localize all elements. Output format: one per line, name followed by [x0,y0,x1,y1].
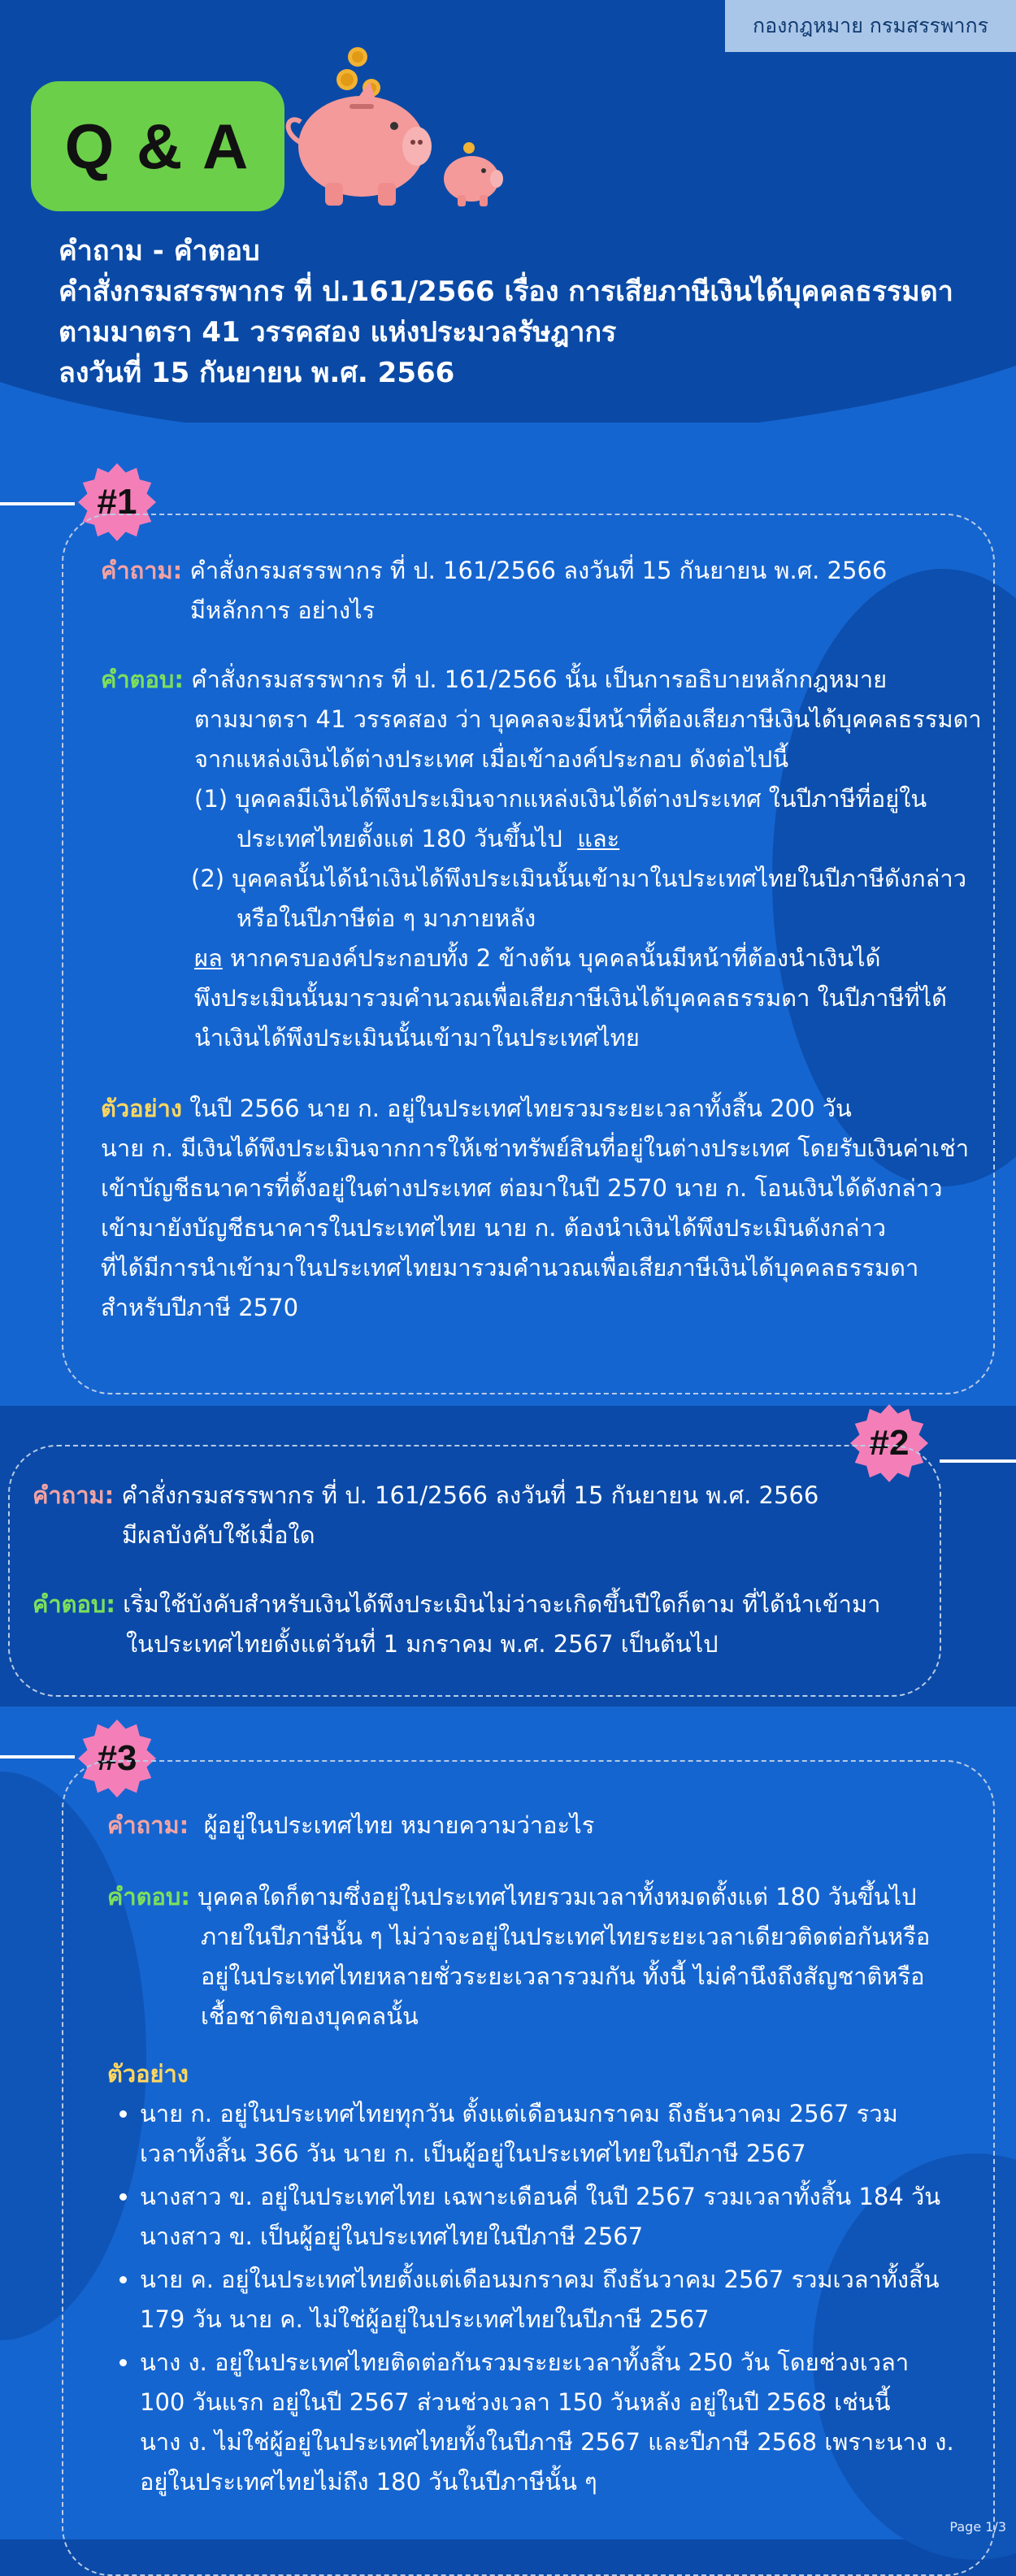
answer-text: เชื้อชาติของบุคคลนั้น [201,2002,419,2030]
example-label: ตัวอย่าง [101,1095,182,1122]
answer-text: บุคคลใดก็ตามซึ่งอยู่ในประเทศไทยรวมเวลาทั้งหมดตั้งแต่ 180 วันขึ้นไป [198,1883,917,1910]
answer-text: ตามมาตรา 41 วรรคสอง ว่า บุคคลจะมีหน้าที่ต้องเสียภาษีเงินได้บุคคลธรรมดา [194,705,982,733]
section-number-badge: #2 [850,1404,928,1482]
example-text: สำหรับปีภาษี 2570 [101,1294,299,1321]
title-line: ลงวันที่ 15 กันยายน พ.ศ. 2566 [59,357,455,389]
question-label: คำถาม: [107,1811,189,1839]
example-text: เข้าบัญชีธนาคารที่ตั้งอยู่ในต่างประเทศ ต่อมาในปี 2570 นาย ก. โอนเงินได้ดังกล่าว [101,1174,943,1202]
question-label: คำถาม: [33,1481,115,1509]
question-text: คำสั่งกรมสรรพากร ที่ ป. 161/2566 ลงวันที่ 15 กันยายน พ.ศ. 2566 [121,1481,819,1509]
question-3 [107,1806,594,1845]
list-item: • นางสาว ข. อยู่ในประเทศไทย เฉพาะเดือนคี่ ในปี 2567 รวมเวลาทั้งสิ้น 184 วัน นางสาว ข. เป็นผู้อยู่ในประเทศไทยในปีภาษี 2567 [140,2177,993,2257]
answer-3 [107,1877,930,2036]
piggy-bank-icon [280,41,508,211]
section-rule [0,502,75,505]
and-underline: และ [577,825,620,852]
example-label: ตัวอย่าง [107,2060,189,2088]
answer-text: ภายในปีภาษีนั้น ๆ ไม่ว่าจะอยู่ในประเทศไทยระยะเวลาเดียวติดต่อกันหรือ [201,1923,931,1950]
answer-2 [33,1585,880,1664]
list-item: • นาย ค. อยู่ในประเทศไทยตั้งแต่เดือนมกราคม ถึงธันวาคม 2567 รวมเวลาทั้งสิ้น 179 วัน นาย ค. ไม่ใช่ผู้อยู่ในประเทศไทยในปีภาษี 2567 [140,2260,993,2340]
example-text: เข้ามายังบัญชีธนาคารในประเทศไทย นาย ก. ต้องนำเงินได้พึงประเมินดังกล่าว [101,1214,887,1242]
example-3 [107,2054,993,2505]
answer-label: คำตอบ: [33,1590,115,1618]
condition-2: (2) บุคคลนั้นได้นำเงินได้พึงประเมินนั้นเข้ามาในประเทศไทยในปีภาษีดังกล่าว [191,865,966,892]
title-line: คำสั่งกรมสรรพากร ที่ ป.161/2566 เรื่อง การเสียภาษีเงินได้บุคคลธรรมดา [59,275,953,308]
section-rule [940,1459,1016,1463]
question-text: คำสั่งกรมสรรพากร ที่ ป. 161/2566 ลงวันที่ 15 กันยายน พ.ศ. 2566 [189,557,888,584]
question-text: มีหลักการ อย่างไร [190,596,376,624]
answer-text: อยู่ในประเทศไทยหลายชั่วระยะเวลารวมกัน ทั้งนี้ ไม่คำนึงถึงสัญชาติหรือ [201,1962,925,1990]
answer-1 [101,660,982,1058]
section-number-badge: #1 [78,463,156,541]
answer-label: คำตอบ: [101,666,184,693]
question-label: คำถาม: [101,557,183,584]
condition-1: (1) บุคคลมีเงินได้พึงประเมินจากแหล่งเงินได้ต่างประเทศ ในปีภาษีที่อยู่ใน [194,785,927,813]
answer-text: ในประเทศไทยตั้งแต่วันที่ 1 มกราคม พ.ศ. 2567 เป็นต้นไป [126,1630,719,1658]
page-number: Page 1/3 [949,2519,1006,2535]
result-text: นำเงินได้พึงประเมินนั้นเข้ามาในประเทศไทย [194,1024,640,1052]
question-text: มีผลบังคับใช้เมื่อใด [122,1521,315,1549]
section-rule [0,1755,75,1759]
qa-badge: Q & A [31,81,284,211]
answer-text: จากแหล่งเงินได้ต่างประเทศ เมื่อเข้าองค์ประกอบ ดังต่อไปนี้ [194,745,789,773]
question-text: ผู้อยู่ในประเทศไทย หมายความว่าอะไร [203,1811,595,1839]
answer-text: คำสั่งกรมสรรพากร ที่ ป. 161/2566 นั้น เป็นการอธิบายหลักกฎหมาย [191,666,888,693]
section-number-badge: #3 [78,1720,156,1798]
department-tab: กองกฎหมาย กรมสรรพากร [725,0,1016,52]
result-text: พึงประเมินนั้นมารวมคำนวณเพื่อเสียภาษีเงินได้บุคคลธรรมดา ในปีภาษีที่ได้ [194,984,948,1012]
title-line: ตามมาตรา 41 วรรคสอง แห่งประมวลรัษฎากร [59,316,617,349]
result-label: ผล [194,944,223,972]
example-text: ที่ได้มีการนำเข้ามาในประเทศไทยมารวมคำนวณเพื่อเสียภาษีเงินได้บุคคลธรรมดา [101,1254,919,1281]
question-1 [101,551,887,631]
answer-label: คำตอบ: [107,1883,190,1910]
result-text: ผล หากครบองค์ประกอบทั้ง 2 ข้างต้น บุคคลนั้นมีหน้าที่ต้องนำเงินได้ [194,944,881,972]
page-title [59,231,993,393]
list-item: • นาย ก. อยู่ในประเทศไทยทุกวัน ตั้งแต่เดือนมกราคม ถึงธันวาคม 2567 รวม เวลาทั้งสิ้น 366 วัน นาย ก. เป็นผู้อยู่ในประเทศไทยในปีภาษี 2567 [140,2094,993,2174]
condition-2: หรือในปีภาษีต่อ ๆ มาภายหลัง [237,904,536,932]
example-list [107,2094,993,2502]
list-item: • นาง ง. อยู่ในประเทศไทยติดต่อกันรวมระยะเวลาทั้งสิ้น 250 วัน โดยช่วงเวลา 100 วันแรก อยู่ในปี 2567 ส่วนช่วงเวลา 150 วันหลัง อยู่ในปี 2568 เช่นนี้ นาง ง. ไม่ใช่ผู้อยู่ในประเทศไทยทั้งในปีภาษี 2567 และปีภาษี 2568 เพราะนาง ง. อยู่ในประเทศไทยไม่ถึง 180 วันในปีภาษีนั้น ๆ [140,2343,993,2502]
example-text: นาย ก. มีเงินได้พึงประเมินจากการให้เช่าทรัพย์สินที่อยู่ในต่างประเทศ โดยรับเงินค่าเช่า [101,1134,970,1162]
condition-1: ประเทศไทยตั้งแต่ 180 วันขึ้นไป และ [237,825,620,852]
answer-text: เริ่มใช้บังคับสำหรับเงินได้พึงประเมินไม่ว่าจะเกิดขึ้นปีใดก็ตาม ที่ได้นำเข้ามา [123,1590,881,1618]
title-line: คำถาม - คำตอบ [59,235,260,267]
question-2 [33,1476,818,1555]
example-1: ตัวอย่าง ในปี 2566 นาย ก. อยู่ในประเทศไทยรวมระยะเวลาทั้งสิ้น 200 วัน นาย ก. มีเงินได้พึงประเมินจากการให้เช่าทรัพย์สินที่อยู่ในต่างประเทศ โดยรับเงินค่าเช่า เข้าบัญชีธนาคารที่ตั้งอยู่ในต่างประเทศ ต่อมาในปี 2570 นาย ก. โอนเงินได้ดังกล่าว เข้ามายังบัญชีธนาคารในประเทศไทย นาย ก. ต้องนำเงินได้พึงประเมินดังกล่าว ที่ได้มีการนำเข้ามาในประเทศไทยมารวมคำนวณเพื่อเสียภาษีเงินได้บุคคลธรรมดา สำหรับปีภาษี 2570 [101,1089,969,1328]
